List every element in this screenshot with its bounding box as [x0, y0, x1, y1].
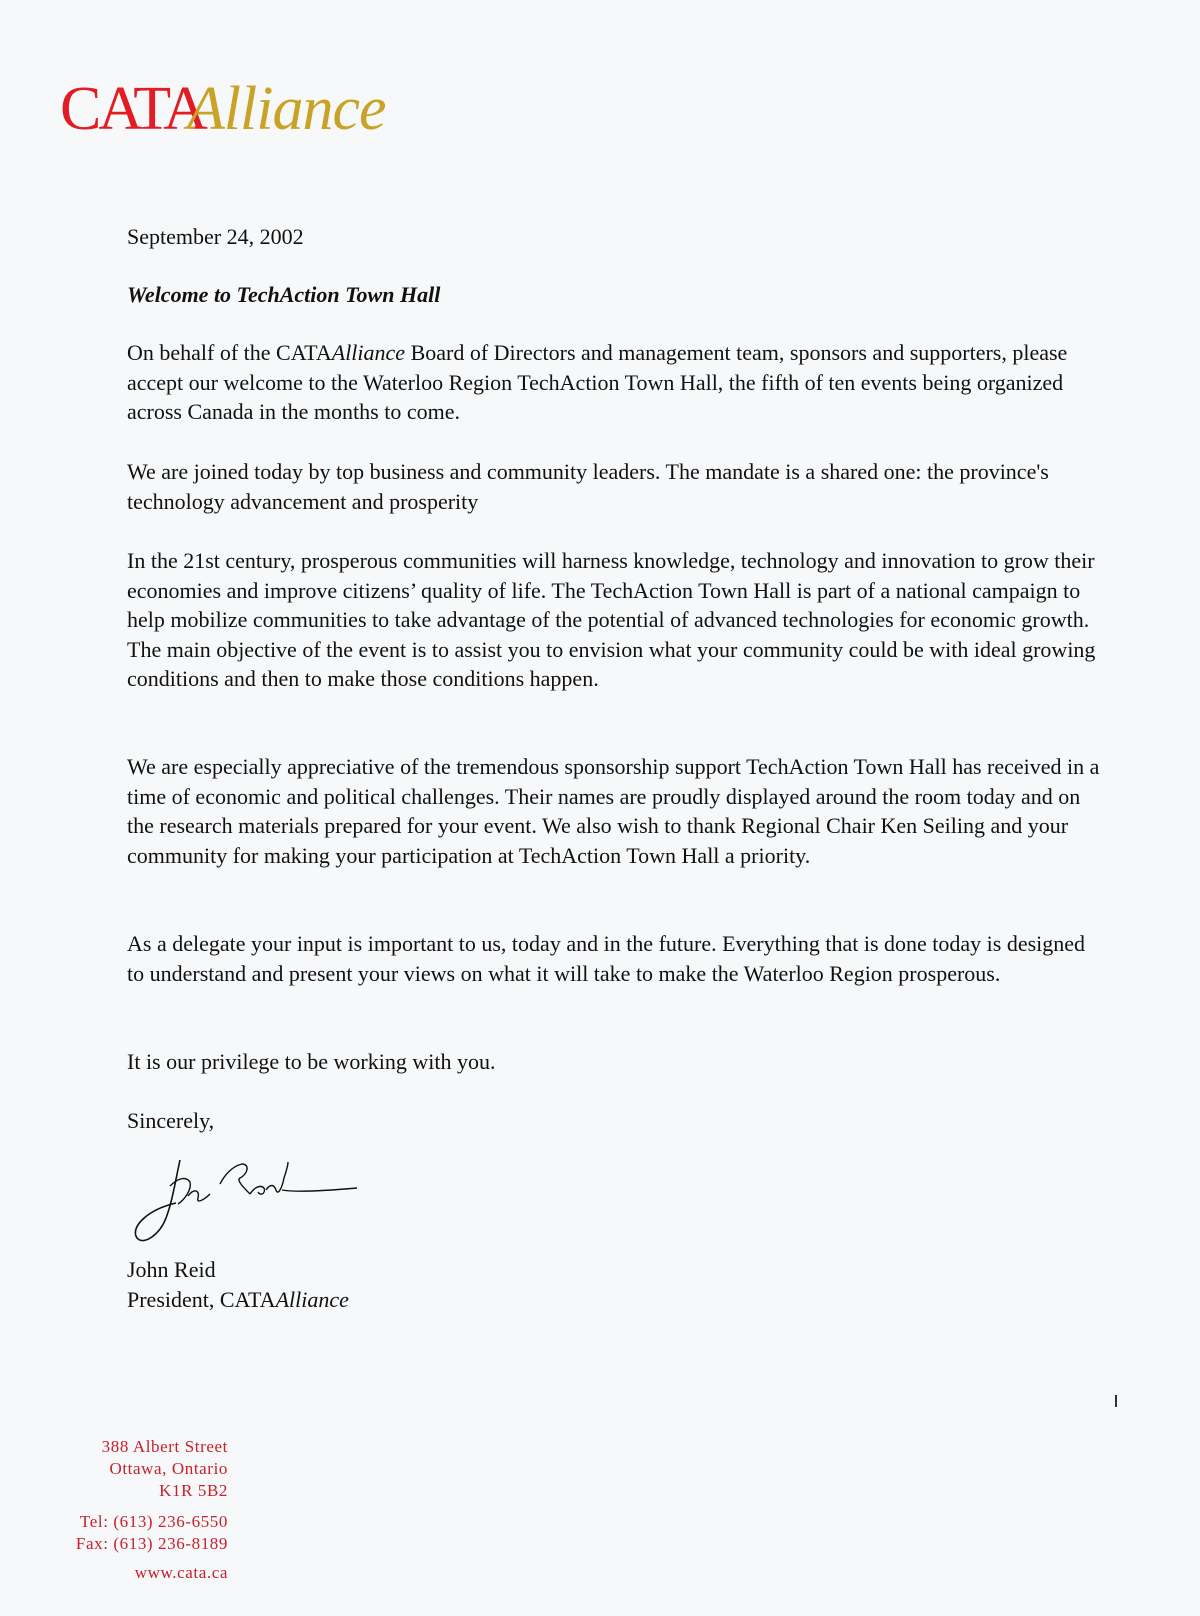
footer-tel: Tel: (613) 236-6550	[79, 1512, 228, 1531]
letter-date: September 24, 2002	[127, 224, 304, 249]
signer-title-italic: Alliance	[275, 1287, 349, 1312]
paragraph-1-italic: Alliance	[331, 340, 406, 365]
closing-salutation: Sincerely,	[127, 1108, 215, 1133]
signer-title-prefix: President, CATA	[127, 1287, 276, 1312]
paragraph-6: It is our privilege to be working with you.	[127, 1049, 496, 1074]
footer-address	[40, 1436, 228, 1502]
footer-address-line1: 388 Albert Street	[101, 1437, 228, 1456]
footer-address-line2: Ottawa, Ontario	[109, 1459, 228, 1478]
paragraph-5: As a delegate your input is important to us, today and in the future. Everything that is done today is designed to understand and present your views on what it will take to make the Waterloo Region prosperous.	[127, 931, 1086, 986]
footer-website-link[interactable]: www.cata.ca	[134, 1563, 228, 1582]
paragraph-3: In the 21st century, prosperous communities will harness knowledge, technology and innovation to grow their economies and improve citizens’ quality of life. The TechAction Town Hall is part of a national campaign to help mobilize communities to take advantage of the potential of advanced technologies for economic growth. The main objective of the event is to assist you to envision what your community could be with ideal growing conditions and then to make those conditions happen.	[127, 548, 1096, 691]
letter-title: Welcome to TechAction Town Hall	[127, 282, 441, 307]
footer-fax: Fax: (613) 236-8189	[75, 1534, 228, 1553]
signer-name: John Reid	[127, 1257, 216, 1282]
paragraph-1-rest: Board of Directors and management team, sponsors and supporters, please accept our welcome to the Waterloo Region TechAction Town Hall, the fifth of ten events being organized across Canada in the months to come.	[127, 340, 1068, 424]
paragraph-1	[127, 338, 1107, 427]
scan-speck	[1115, 1395, 1117, 1407]
logo-alliance-text: Alliance	[186, 75, 386, 143]
footer-address-line3: K1R 5B2	[159, 1481, 228, 1500]
paragraph-1-start: On behalf of the CATA	[127, 340, 332, 365]
cata-alliance-logo	[60, 75, 386, 143]
paragraph-4: We are especially appreciative of the tremendous sponsorship support TechAction Town Hall has received in a time of economic and political challenges. Their names are proudly displayed around the room today and on the research materials prepared for your event. We also wish to thank Regional Chair Ken Seiling and your community for making your participation at TechAction Town Hall a priority.	[127, 754, 1100, 868]
signature-image	[132, 1148, 372, 1248]
paragraph-2: We are joined today by top business and community leaders. The mandate is a shared one: the province's technology advancement and prosperity	[127, 459, 1049, 514]
signer-title	[127, 1285, 1107, 1315]
footer-phone	[40, 1511, 228, 1555]
logo-cata-text: CATA	[60, 75, 205, 143]
footer-website	[40, 1562, 228, 1584]
